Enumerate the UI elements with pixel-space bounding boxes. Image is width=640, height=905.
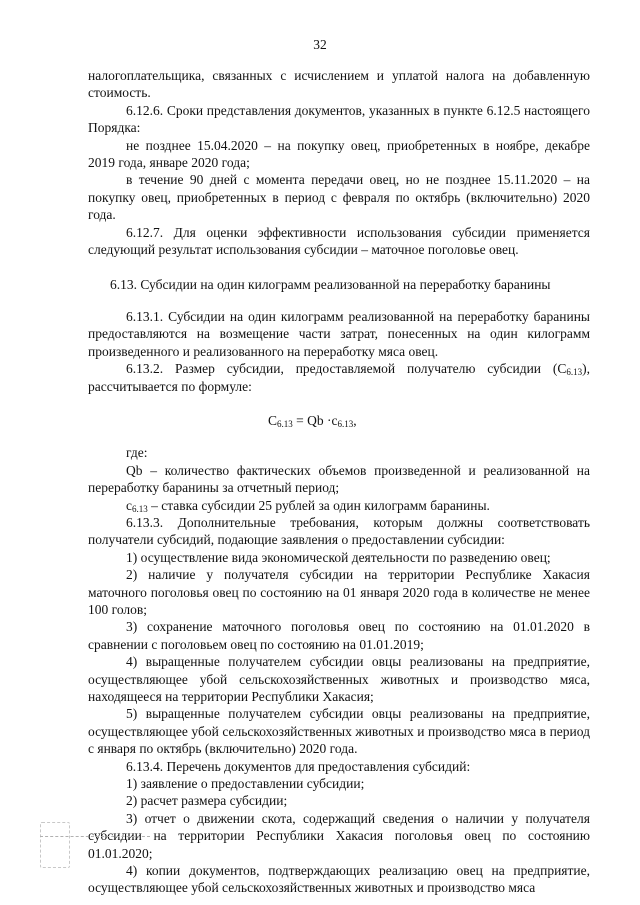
requirement-item: 2) наличие у получателя субсидии на территории Республике Хакасия маточного поголовья овец по состоянию на 01 января 2020 года в количестве не менее 100 голов; <box>88 567 590 617</box>
definition-qb: Qb – количество фактических объемов произведенной и реализованной на переработку баранины за отчетный период; <box>88 462 590 496</box>
page-number: 32 <box>313 37 327 52</box>
paragraph-6-13-2 <box>88 360 590 395</box>
paragraph-6-13-4: 6.13.4. Перечень документов для предоставления субсидий: <box>126 758 471 774</box>
formula-lhs-sub: 6.13 <box>277 418 293 429</box>
formula-lhs: C <box>268 412 278 428</box>
requirement-item: 1) осуществление вида экономической деятельности по разведению овец; <box>126 549 551 565</box>
paragraph-6-12-7: 6.12.7. Для оценки эффективности использования субсидии применяется следующий результат использования субсидии – маточное поголовье овец. <box>88 224 590 258</box>
paragraph-6-13-2-text: 6.13.2. Размер субсидии, предоставляемой получателю субсидии (С <box>126 361 567 377</box>
requirement-item: 4) выращенные получателем субсидии овцы реализованы на предприятие, осуществляющее убой сельскохозяйственных животных и производство мяса, находящееся на территории Республики Хакасия; <box>88 654 590 704</box>
document-item: 1) заявление о предоставлении субсидии; <box>126 776 365 792</box>
formula-end: , <box>353 412 357 428</box>
paragraph-deadline-1: не позднее 15.04.2020 – на покупку овец, приобретенных в ноябре, декабре 2019 года, январе 2020 года; <box>88 137 590 171</box>
formula-middle: = Qb ·c <box>292 412 338 428</box>
definition-c-text: – ставка субсидии 25 рублей за один килограмм баранины. <box>147 497 490 513</box>
subscript: 6.13 <box>566 367 583 378</box>
definition-c <box>88 497 590 514</box>
paragraph-6-13-3: 6.13.3. Дополнительные требования, которым должны соответствовать получатели субсидий, подающие заявления о предоставлении субсидии: <box>88 514 590 548</box>
document-item: 4) копии документов, подтверждающих реализацию овец на предприятие, осуществляющее убой сельскохозяйственных животных и производство мяса <box>88 863 590 896</box>
document-item: 2) расчет размера субсидии; <box>126 793 288 809</box>
faint-stamp-line <box>40 836 150 837</box>
paragraph-continuation: налогоплательщика, связанных с исчислением и уплатой налога на добавленную стоимость. <box>88 68 590 101</box>
paragraph-6-13-2-tail: ), рассчитывается по формуле: <box>88 361 590 394</box>
requirement-item: 3) сохранение маточного поголовья овец по состоянию на 01.01.2020 в сравнении с поголовьем овец по состоянию на 01.01.2019; <box>88 619 590 652</box>
definition-c-sub: 6.13 <box>132 503 148 514</box>
requirement-item: 5) выращенные получателем субсидии овцы реализованы на предприятие, осуществляющее убой сельскохозяйственных животных и производство мяса в период с января по октябрь (включительно) 2020 года. <box>88 706 590 757</box>
definition-c-letter: c <box>126 497 132 513</box>
formula-rhs-sub: 6.13 <box>337 418 354 429</box>
paragraph-6-12-6: 6.12.6. Сроки представления документов, указанных в пункте 6.12.5 настоящего Порядка: <box>88 102 590 136</box>
paragraph-6-13-1: 6.13.1. Субсидии на один килограмм реализованной на переработку баранины предоставляются на возмещение части затрат, понесенных на один килограмм произведенного и реализованного на переработку мяса овец. <box>88 308 590 359</box>
section-heading-6-13: 6.13. Субсидии на один килограмм реализованной на переработку баранины <box>110 277 551 293</box>
faint-stamp-mark <box>40 822 70 868</box>
formula <box>88 412 590 429</box>
document-body <box>88 67 590 897</box>
document-item: 3) отчет о движении скота, содержащий сведения о наличии у получателя субсидии на территории Республики Хакасия поголовья овец по состоянию 01.01.2020; <box>88 810 590 861</box>
paragraph-deadline-2: в течение 90 дней с момента передачи овец, но не позднее 15.11.2020 – на покупку овец, приобретенных в период с февраля по октябрь (включительно) 2020 года. <box>88 172 590 223</box>
where-label: где: <box>126 445 148 461</box>
